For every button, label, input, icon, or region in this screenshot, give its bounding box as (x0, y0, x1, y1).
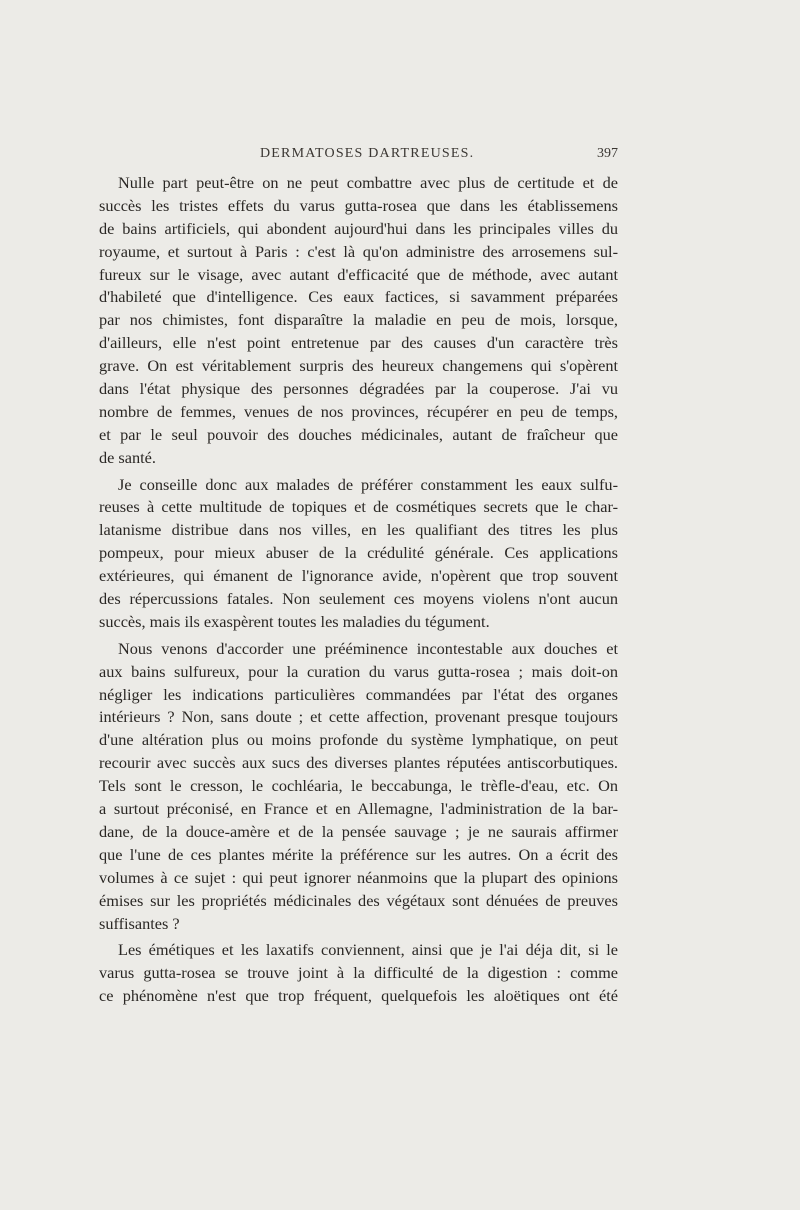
text-line: aux bains sulfureux, pour la curation du varus gutta-rosea ; mais doit-on (99, 661, 618, 681)
text-line: intérieurs ? Non, sans doute ; et cette affection, provenant presque toujours (99, 707, 618, 727)
text-line: dans l'état physique des personnes dégradées par la couperose. J'ai vu (99, 379, 618, 399)
text-line: émises sur les propriétés médicinales des végétaux sont dénuées de preuves (99, 890, 618, 910)
text-line: négliger les indications particulières commandées par l'état des organes (99, 684, 618, 704)
text-line: extérieures, qui émanent de l'ignorance avide, n'opèrent que trop souvent (99, 566, 618, 586)
text-line: latanisme distribue dans nos villes, en les qualifiant des titres les plus (99, 520, 618, 540)
text-line: royaume, et surtout à Paris : c'est là qu'on administre des arrosemens sul- (99, 241, 618, 261)
text-line: Tels sont le cresson, le cochléaria, le beccabunga, le trèfle-d'eau, etc. On (99, 776, 618, 796)
running-title: DERMATOSES DARTREUSES. (260, 146, 475, 161)
text-line: dane, de la douce-amère et de la pensée sauvage ; je ne saurais affirmer (99, 821, 618, 841)
text-line: par nos chimistes, font disparaître la maladie en peu de mois, lorsque, (99, 310, 618, 330)
text-line: que l'une de ces plantes mérite la préférence sur les autres. On a écrit des (99, 844, 618, 864)
text-line: nombre de femmes, venues de nos provinces, récupérer en peu de temps, (99, 401, 618, 421)
text-line: grave. On est véritablement surpris des heureux changemens qui s'opèrent (99, 356, 618, 376)
page-header (99, 146, 618, 166)
text-line: varus gutta-rosea se trouve joint à la difficulté de la digestion : comme (99, 963, 618, 983)
text-line: d'ailleurs, elle n'est point entretenue par des causes d'un caractère très (99, 333, 618, 353)
text-line: des répercussions fatales. Non seulement ces moyens violens n'ont aucun (99, 589, 618, 609)
text-line: d'habileté que d'intelligence. Ces eaux factices, si savamment préparées (99, 287, 618, 307)
text-line: de bains artificiels, qui abondent aujourd'hui dans les principales villes du (99, 218, 618, 238)
text-line: suffisantes ? (99, 913, 180, 933)
text-line: volumes à ce sujet : qui peut ignorer néanmoins que la plupart des opinions (99, 867, 618, 887)
text-line: succès les tristes effets du varus gutta-rosea que dans les établissemens (99, 195, 618, 215)
text-line: Les émétiques et les laxatifs conviennent, ainsi que je l'ai déja dit, si le (118, 940, 618, 960)
text-line: Nulle part peut-être on ne peut combattre avec plus de certitude et de (118, 173, 618, 192)
text-line: d'une altération plus ou moins profonde du système lymphatique, on peut (99, 730, 618, 750)
text-line: et par le seul pouvoir des douches médicinales, autant de fraîcheur que (99, 424, 618, 444)
text-line: de santé. (99, 447, 156, 467)
text-line: a surtout préconisé, en France et en Allemagne, l'administration de la bar- (99, 799, 618, 819)
text-line: succès, mais ils exaspèrent toutes les maladies du tégument. (99, 611, 490, 631)
text-line: fureux sur le visage, avec autant d'efficacité que de méthode, avec autant (99, 264, 618, 284)
text-line: Nous venons d'accorder une prééminence incontestable aux douches et (118, 638, 618, 658)
text-line: recourir avec succès aux sucs des diverses plantes réputées antiscorbutiques. (99, 753, 618, 773)
text-line: Je conseille donc aux malades de préférer constamment les eaux sulfu- (118, 474, 618, 494)
body-text (99, 172, 618, 1008)
text-line: ce phénomène n'est que trop fréquent, quelquefois les aloëtiques ont été (99, 986, 618, 1006)
text-line: reuses à cette multitude de topiques et de cosmétiques secrets que le char- (99, 497, 618, 517)
page-number: 397 (597, 146, 618, 161)
text-line: pompeux, pour mieux abuser de la crédulité générale. Ces applications (99, 543, 618, 563)
